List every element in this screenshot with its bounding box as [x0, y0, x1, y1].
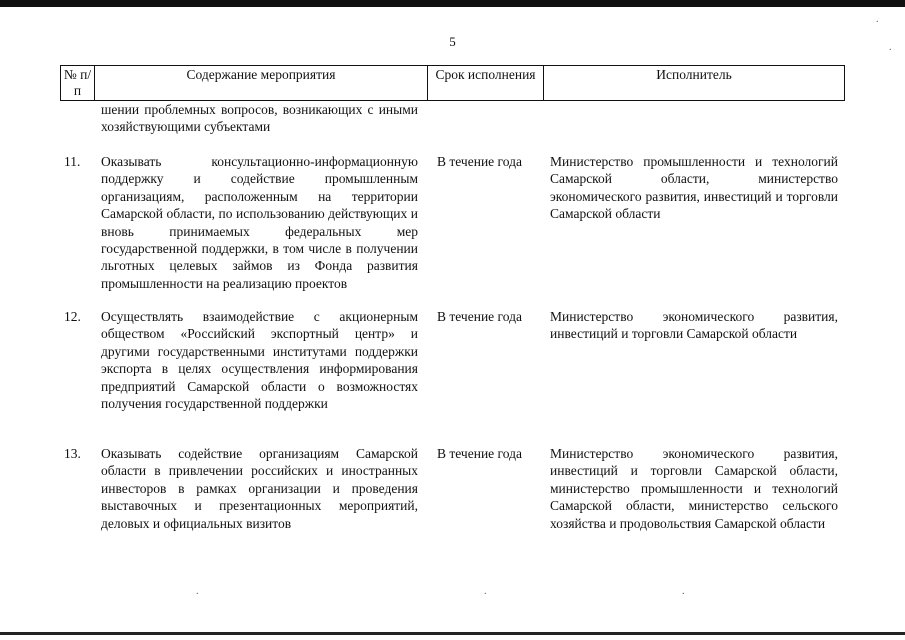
row-description: Оказывать содействие организациям Самарской области в привлечении российских и иностранных инвесторов в рамках организации и проведения выставочных и презентационных мероприятий, деловых и официальных визитов	[101, 446, 418, 531]
scan-speck: .	[484, 586, 487, 597]
header-executor: Исполнитель	[544, 66, 845, 101]
scan-speck: .	[876, 14, 879, 25]
bottom-border	[0, 632, 905, 635]
row-number: 13.	[64, 446, 81, 461]
header-term: Срок исполнения	[428, 66, 544, 101]
scan-speck: .	[682, 586, 685, 597]
table-header	[60, 65, 845, 101]
row-term: В течение года	[437, 446, 522, 461]
page-number: 5	[449, 34, 456, 49]
row-term: В течение года	[437, 154, 522, 169]
top-border	[0, 0, 905, 7]
row-executor: Министерство экономического развития, инвестиций и торговли Самарской области, министерство промышленности и технологий Самарской области, министерство сельского хозяйства и продовольствия Самарской области	[550, 446, 838, 531]
row-number: 12.	[64, 309, 81, 324]
header-content: Содержание мероприятия	[95, 66, 428, 101]
row-executor: Министерство экономического развития, инвестиций и торговли Самарской области	[550, 309, 838, 342]
continuation-text: шении проблемных вопросов, возникающих с иными хозяйствующими субъектами	[101, 102, 418, 135]
row-description: Осуществлять взаимодействие с акционерным обществом «Российский экспортный центр» и другими государственными институтами поддержки экспорта в целях осуществления информирования предприятий Самарской области о возможностях получения государственной поддержки	[101, 309, 418, 412]
scan-speck: .	[196, 586, 199, 597]
row-term: В течение года	[437, 309, 522, 324]
scan-speck: .	[889, 42, 892, 53]
row-executor: Министерство промышленности и технологий Самарской области, министерство экономического развития, инвестиций и торговли Самарской области	[550, 154, 838, 222]
row-description: Оказывать консультационно-информационную поддержку и содействие промышленным организациям, расположенным на территории Самарской области, по использованию действующих и вновь принимаемых федеральных мер государственной поддержки, в том числе в получении льготных целевых займов из Фонда развития промышленности на реализацию проектов	[101, 154, 418, 291]
header-num: № п/п	[61, 66, 95, 101]
row-number: 11.	[64, 154, 81, 169]
